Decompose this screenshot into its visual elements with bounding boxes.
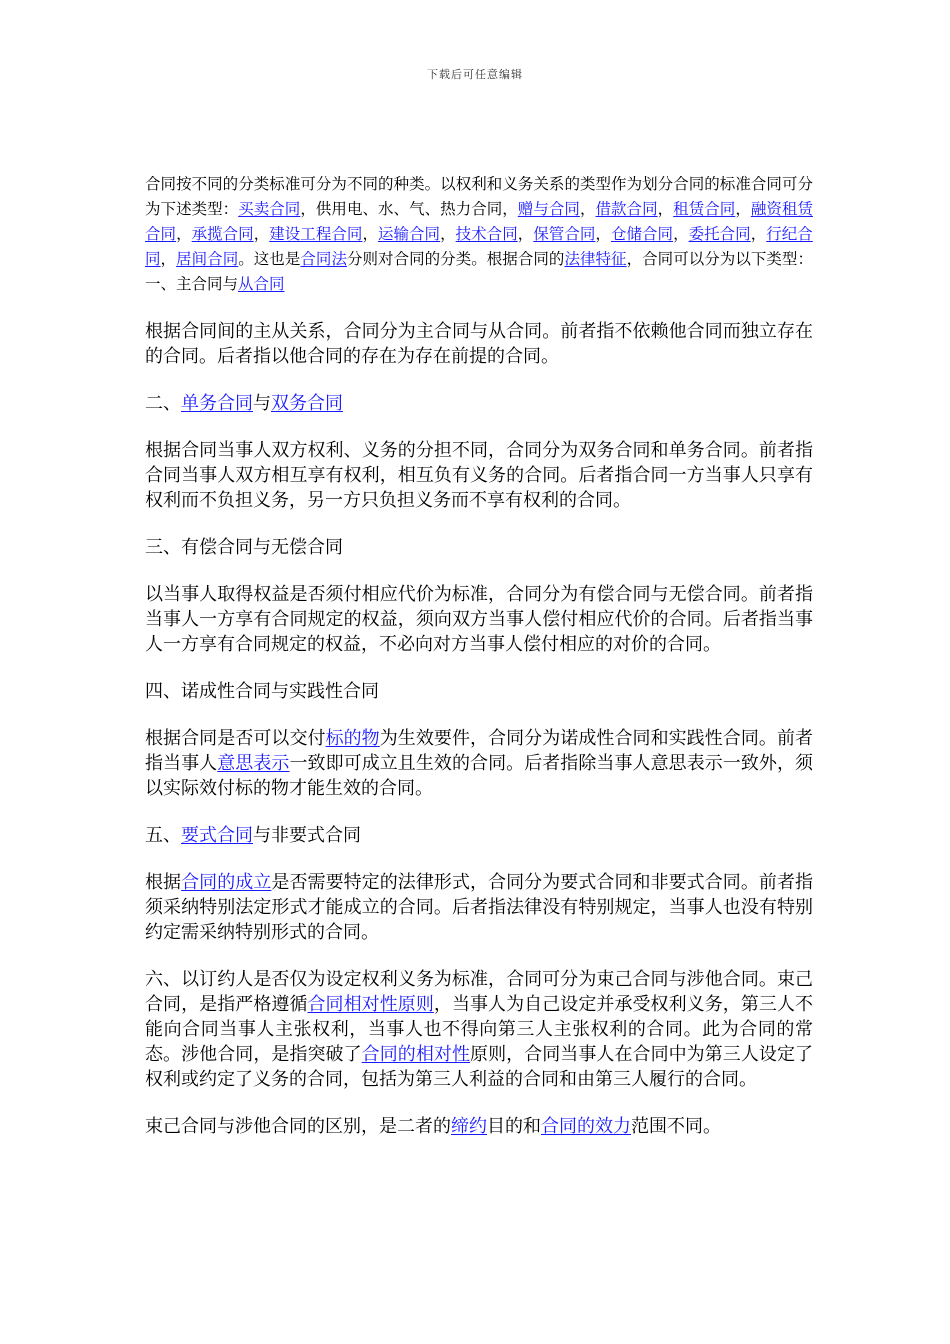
intro-paragraph: 合同按不同的分类标准可分为不同的种类。以权利和义务关系的类型作为划分合同的标准合同可分为下述类型：买卖合同，供用电、水、气、热力合同，赠与合同，借款合同，租赁合同，融资租赁合同，承揽合同，建设工程合同，运输合同，技术合同，保管合同，仓储合同，委托合同，行纪合同，居间合同。这也是合同法分则对合同的分类。根据合同的法律特征，合同可以分为以下类型：一、主合同与从合同	[145, 175, 813, 293]
link-contract-formation[interactable]: 合同的成立	[181, 872, 272, 893]
link-privity-principle[interactable]: 合同相对性原则	[307, 994, 434, 1015]
section-4-heading: 四、诺成性合同与实践性合同	[145, 681, 379, 702]
section-4-body: 根据合同是否可以交付标的物为生效要件，合同分为诺成性合同和实践性合同。前者指当事人意思表示一致即可成立且生效的合同。后者指除当事人意思表示一致外，须以实际效付标的物才能生效的合同。	[145, 728, 814, 799]
section-5-heading: 五、要式合同与非要式合同	[145, 825, 361, 846]
link-contract-law[interactable]: 合同法	[300, 250, 347, 268]
section-1-body: 根据合同间的主从关系，合同分为主合同与从合同。前者指不依赖他合同而独立存在的合同。后者指以他合同的存在为存在前提的合同。	[145, 321, 813, 367]
link-declaration-of-intent[interactable]: 意思表示	[217, 753, 290, 774]
section-3-body: 以当事人取得权益是否须付相应代价为标准，合同分为有偿合同与无偿合同。前者指当事人一方享有合同规定的权益，须向双方当事人偿付相应代价的合同。后者指当事人一方享有合同规定的权益，不必向对方当事人偿付相应的对价的合同。	[145, 584, 813, 655]
link-work-contract[interactable]: 承揽合同	[191, 225, 254, 243]
link-accessory-contract[interactable]: 从合同	[238, 275, 285, 293]
link-legal-features[interactable]: 法律特征	[564, 250, 627, 268]
link-bilateral-contract[interactable]: 双务合同	[271, 393, 343, 414]
link-contract-effect[interactable]: 合同的效力	[541, 1116, 631, 1137]
section-7-body: 束己合同与涉他合同的区别，是二者的缔约目的和合同的效力范围不同。	[145, 1116, 721, 1137]
section-5-body: 根据合同的成立是否需要特定的法律形式，合同分为要式合同和非要式合同。前者指须采纳特别法定形式才能成立的合同。后者指法律没有特别规定，当事人也没有特别约定需采纳特别形式的合同。	[145, 872, 814, 943]
section-2-heading: 二、单务合同与双务合同	[145, 393, 343, 414]
section-2-body: 根据合同当事人双方权利、义务的分担不同，合同分为双务合同和单务合同。前者指合同当事人双方相互享有权利，相互负有义务的合同。后者指合同一方当事人只享有权利而不负担义务，另一方只负担义务而不享有权利的合同。	[145, 440, 813, 511]
link-maimai-contract[interactable]: 买卖合同	[238, 200, 301, 218]
link-formal-contract[interactable]: 要式合同	[181, 825, 253, 846]
link-lease-contract[interactable]: 租赁合同	[673, 200, 736, 218]
link-custody-contract[interactable]: 保管合同	[533, 225, 596, 243]
link-finance-lease-contract[interactable]: 融资租赁合同	[145, 200, 813, 243]
link-privity-of-contract[interactable]: 合同的相对性	[361, 1044, 471, 1065]
document-body	[145, 172, 813, 1161]
link-commission-contract[interactable]: 行纪合同	[145, 225, 813, 268]
link-technology-contract[interactable]: 技术合同	[455, 225, 518, 243]
link-entrustment-contract[interactable]: 委托合同	[688, 225, 751, 243]
link-subject-matter[interactable]: 标的物	[325, 728, 380, 749]
link-warehousing-contract[interactable]: 仓储合同	[610, 225, 674, 243]
link-gift-contract[interactable]: 赠与合同	[517, 200, 580, 218]
page-header: 下载后可任意编辑	[427, 68, 523, 81]
link-brokerage-contract[interactable]: 居间合同	[176, 250, 239, 268]
section-6-body: 六、以订约人是否仅为设定权利义务为标准，合同可分为束己合同与涉他合同。束己合同，是指严格遵循合同相对性原则，当事人为自己设定并承受权利义务，第三人不能向合同当事人主张权利，当事人也不得向第三人主张权利的合同。此为合同的常态。涉他合同，是指突破了合同的相对性原则，合同当事人在合同中为第三人设定了权利或约定了义务的合同，包括为第三人利益的合同和由第三人履行的合同。	[145, 969, 814, 1090]
link-transport-contract[interactable]: 运输合同	[377, 225, 441, 243]
section-3-heading: 三、有偿合同与无偿合同	[145, 537, 343, 558]
link-construction-contract[interactable]: 建设工程合同	[269, 225, 363, 243]
link-contracting[interactable]: 缔约	[451, 1116, 487, 1137]
link-loan-contract[interactable]: 借款合同	[595, 200, 658, 218]
link-unilateral-contract[interactable]: 单务合同	[181, 393, 253, 414]
